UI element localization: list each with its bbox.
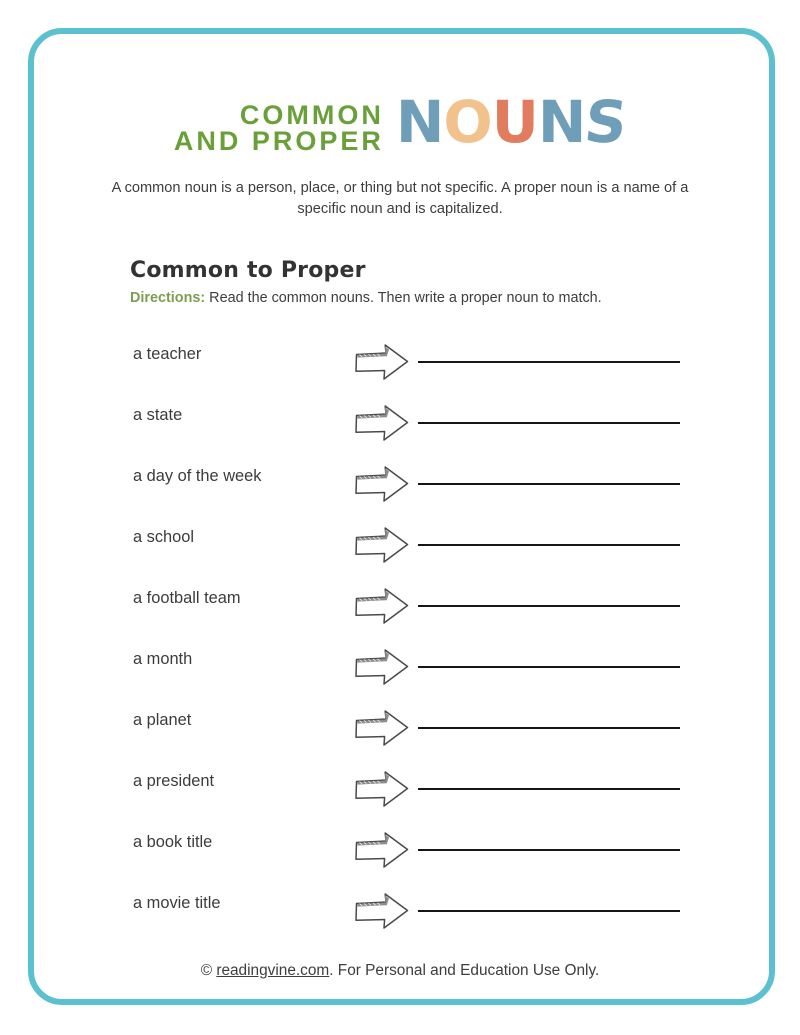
arrow-right-icon <box>353 586 411 626</box>
common-noun-label: a book title <box>133 833 213 851</box>
copyright-symbol: © <box>200 962 213 979</box>
prompt-row <box>0 768 800 829</box>
prompt-row <box>0 707 800 768</box>
directions-label: Directions: <box>130 290 206 306</box>
prompt-row <box>0 341 800 402</box>
arrow-right-icon <box>353 891 411 931</box>
arrow-right-icon <box>353 830 411 870</box>
prompt-row <box>0 402 800 463</box>
worksheet-title <box>0 88 800 157</box>
arrow-right-icon <box>353 525 411 565</box>
title-line-2: AND PROPER <box>173 126 384 157</box>
answer-blank-line[interactable] <box>418 727 680 729</box>
prompt-row <box>0 890 800 951</box>
arrow-right-icon <box>353 464 411 504</box>
arrow-right-icon <box>353 708 411 748</box>
answer-blank-line[interactable] <box>418 544 680 546</box>
title-letter-n2: N <box>537 88 586 156</box>
section-heading: Common to Proper <box>130 258 366 283</box>
prompt-row <box>0 646 800 707</box>
intro-paragraph: A common noun is a person, place, or thing but not specific. A proper noun is a name of a specific noun and is capitalized. <box>111 180 689 217</box>
arrow-right-icon <box>353 342 411 382</box>
common-noun-label: a football team <box>133 589 241 607</box>
prompt-row <box>0 463 800 524</box>
footer-rest: . For Personal and Education Use Only. <box>329 962 600 979</box>
title-nouns-word <box>395 88 630 156</box>
answer-blank-line[interactable] <box>418 666 680 668</box>
answer-blank-line[interactable] <box>418 605 680 607</box>
title-line-1: COMMON <box>239 100 384 130</box>
prompt-row <box>0 585 800 646</box>
footer-credit <box>0 962 800 980</box>
common-noun-label: a teacher <box>133 345 202 363</box>
answer-blank-line[interactable] <box>418 788 680 790</box>
arrow-right-icon <box>353 647 411 687</box>
arrow-right-icon <box>353 769 411 809</box>
answer-blank-line[interactable] <box>418 422 680 424</box>
common-noun-label: a month <box>133 650 193 668</box>
directions-line <box>130 290 602 306</box>
common-noun-label: a planet <box>133 711 192 729</box>
answer-blank-line[interactable] <box>418 849 680 851</box>
arrow-right-icon <box>353 403 411 443</box>
title-green-lines <box>173 93 384 157</box>
common-noun-label: a movie title <box>133 894 221 912</box>
common-noun-label: a day of the week <box>133 467 262 485</box>
directions-text: Read the common nouns. Then write a proper noun to match. <box>205 290 602 306</box>
common-noun-label: a school <box>133 528 195 546</box>
common-noun-label: a president <box>133 772 215 790</box>
title-letter-s: S <box>581 88 630 156</box>
readingvine-link[interactable]: readingvine.com <box>216 962 330 979</box>
title-letter-n1: N <box>395 88 444 156</box>
answer-blank-line[interactable] <box>418 483 680 485</box>
answer-blank-line[interactable] <box>418 361 680 363</box>
common-noun-label: a state <box>133 406 183 424</box>
prompt-rows <box>0 341 800 951</box>
prompt-row <box>0 524 800 585</box>
answer-blank-line[interactable] <box>418 910 680 912</box>
title-letter-u: U <box>491 88 538 156</box>
title-letter-o: O <box>443 88 492 156</box>
prompt-row <box>0 829 800 890</box>
